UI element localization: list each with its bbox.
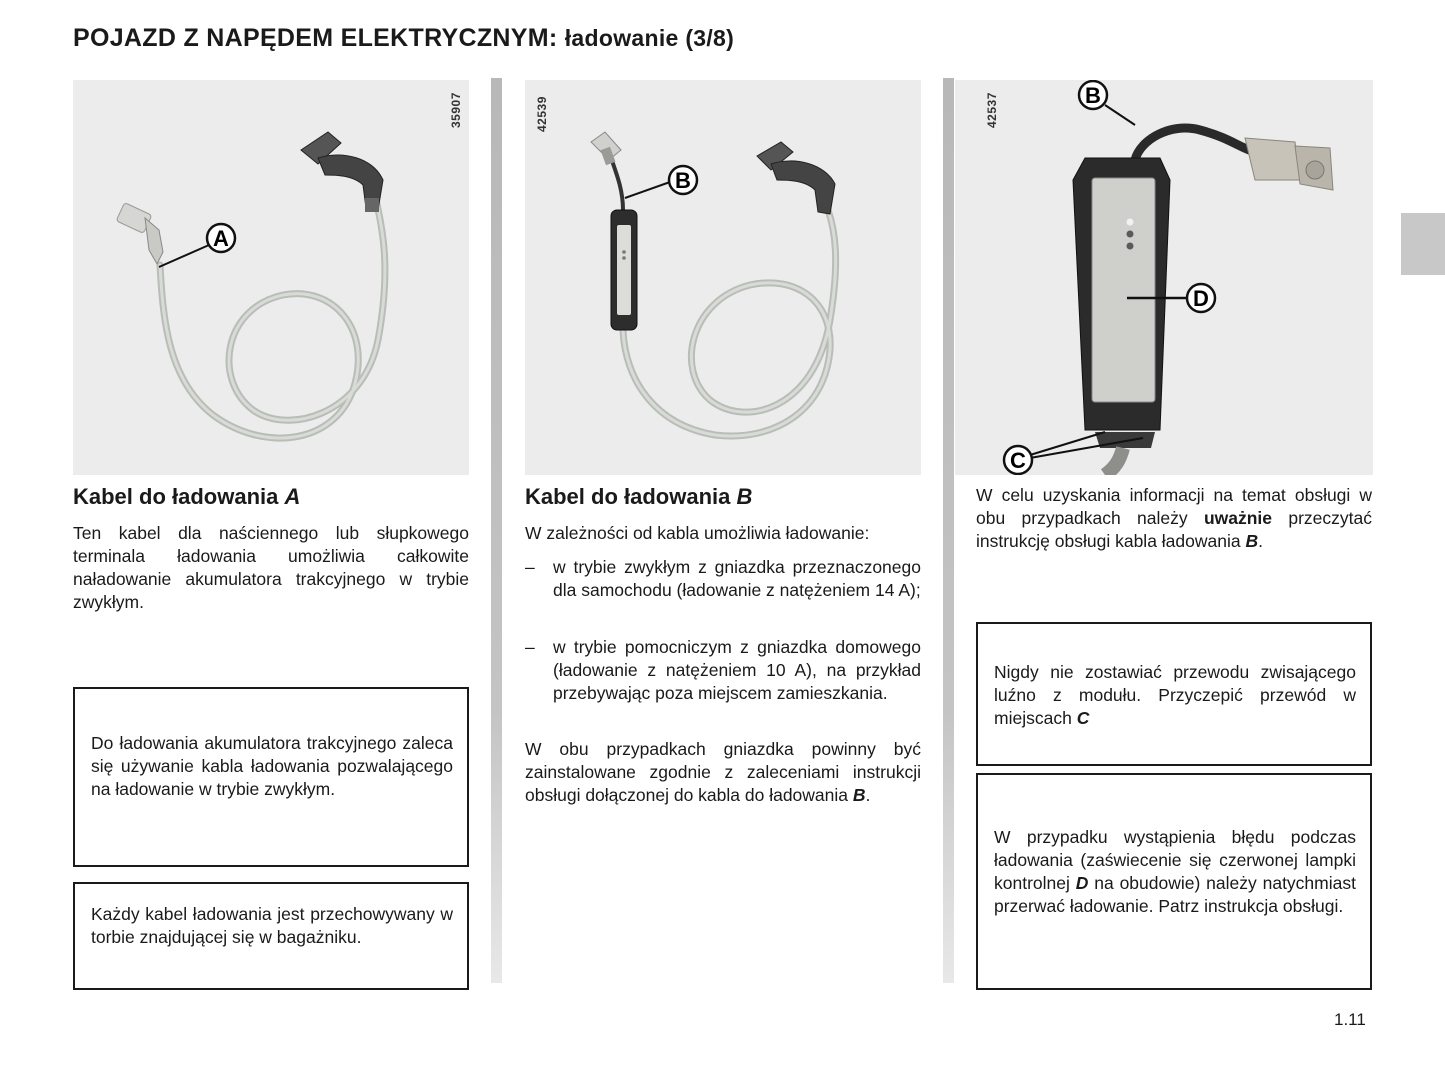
figure-cable-a [73, 80, 469, 475]
plug-a-right [301, 132, 383, 212]
warning-box-error [976, 773, 1372, 990]
heading-cable-a: Kabel do ładowania A [73, 484, 301, 509]
title-main: POJAZD Z NAPĘDEM ELEKTRYCZNYM: [73, 24, 558, 52]
intro-cable-b: W zależności od kabla umożliwia ładowanie: [525, 523, 870, 543]
list-dash: – [525, 637, 535, 657]
paragraph-installation: W obu przypadkach gniazdka powinny być zainstalowane zgodnie z zaleceniami instrukcji obsługi dołączonej do kabla do ładowania B. [525, 739, 921, 805]
schuko-plug [1245, 138, 1333, 190]
list-dash: – [525, 557, 535, 577]
figure-ref-3: 42537 [985, 92, 999, 128]
callout-c: C [1010, 448, 1026, 473]
callout-d: D [1193, 286, 1209, 311]
page-title [73, 24, 734, 53]
page-number: 1.11 [1334, 1010, 1366, 1029]
warning-text-error: W przypadku wystąpienia błędu podczas ładowania (zaświecenie się czerwonej lampki kontrolnej D na obudowie) należy natychmiast przerwać ładowanie. Patrz instrukcja obsługi. [994, 827, 1356, 916]
column-divider-2 [943, 78, 954, 983]
note-box-storage [73, 882, 469, 990]
control-box-b [611, 210, 637, 330]
warning-text-cable: Nigdy nie zostawiać przewodu zwisającego luźno z modułu. Przyczepić przewód w miejscach C [994, 662, 1356, 728]
note-text-storage: Każdy kabel ładowania jest przechowywany w torbie znajdującej się w bagażniku. [91, 904, 453, 947]
control-box-illustration [955, 80, 1373, 475]
plug-b-left [591, 132, 621, 165]
figure-control-box [955, 80, 1373, 475]
paragraph-cable-a: Ten kabel dla naściennego lub słupkowego terminala ładowania umożliwia całkowite naładowanie akumulatora trakcyjnego w trybie zwykłym. [73, 523, 469, 612]
list-item [525, 556, 921, 626]
figure-cable-b [525, 80, 921, 475]
callout-b: B [675, 168, 691, 193]
note-text-recommendation: Do ładowania akumulatora trakcyjnego zaleca się używanie kabla ładowania pozwalającego na ładowanie w trybie zwykłym. [91, 733, 453, 799]
callout-a: A [213, 226, 229, 251]
title-sub: ładowanie (3/8) [564, 25, 735, 51]
list-item [525, 636, 921, 728]
paragraph-instructions: W celu uzyskania informacji na temat obsługi w obu przypadkach należy uważnie przeczytać instrukcję obsługi kabla ładowania B. [976, 485, 1372, 551]
cable-b-illustration [525, 80, 921, 475]
plug-a-left [116, 203, 163, 264]
figure-ref-2: 42539 [535, 96, 549, 132]
control-box-body [1073, 158, 1170, 448]
list-item-text-1: w trybie zwykłym z gniazdka przeznaczonego dla samochodu (ładowanie z natężeniem 14 A); [553, 557, 921, 600]
warning-box-cable [976, 622, 1372, 766]
column-divider-1 [491, 78, 502, 983]
note-box-recommendation [73, 687, 469, 867]
list-item-text-2: w trybie pomocniczym z gniazdka domowego (ładowanie z natężeniem 10 A), na przykład przebywając poza miejscem zamieszkania. [553, 637, 921, 703]
plug-b-right [757, 142, 835, 214]
cable-a-illustration [73, 80, 469, 475]
chapter-tab [1401, 213, 1445, 275]
callout-b-box: B [1085, 83, 1101, 108]
figure-ref-1: 35907 [449, 92, 463, 128]
heading-cable-b: Kabel do ładowania B [525, 484, 753, 509]
